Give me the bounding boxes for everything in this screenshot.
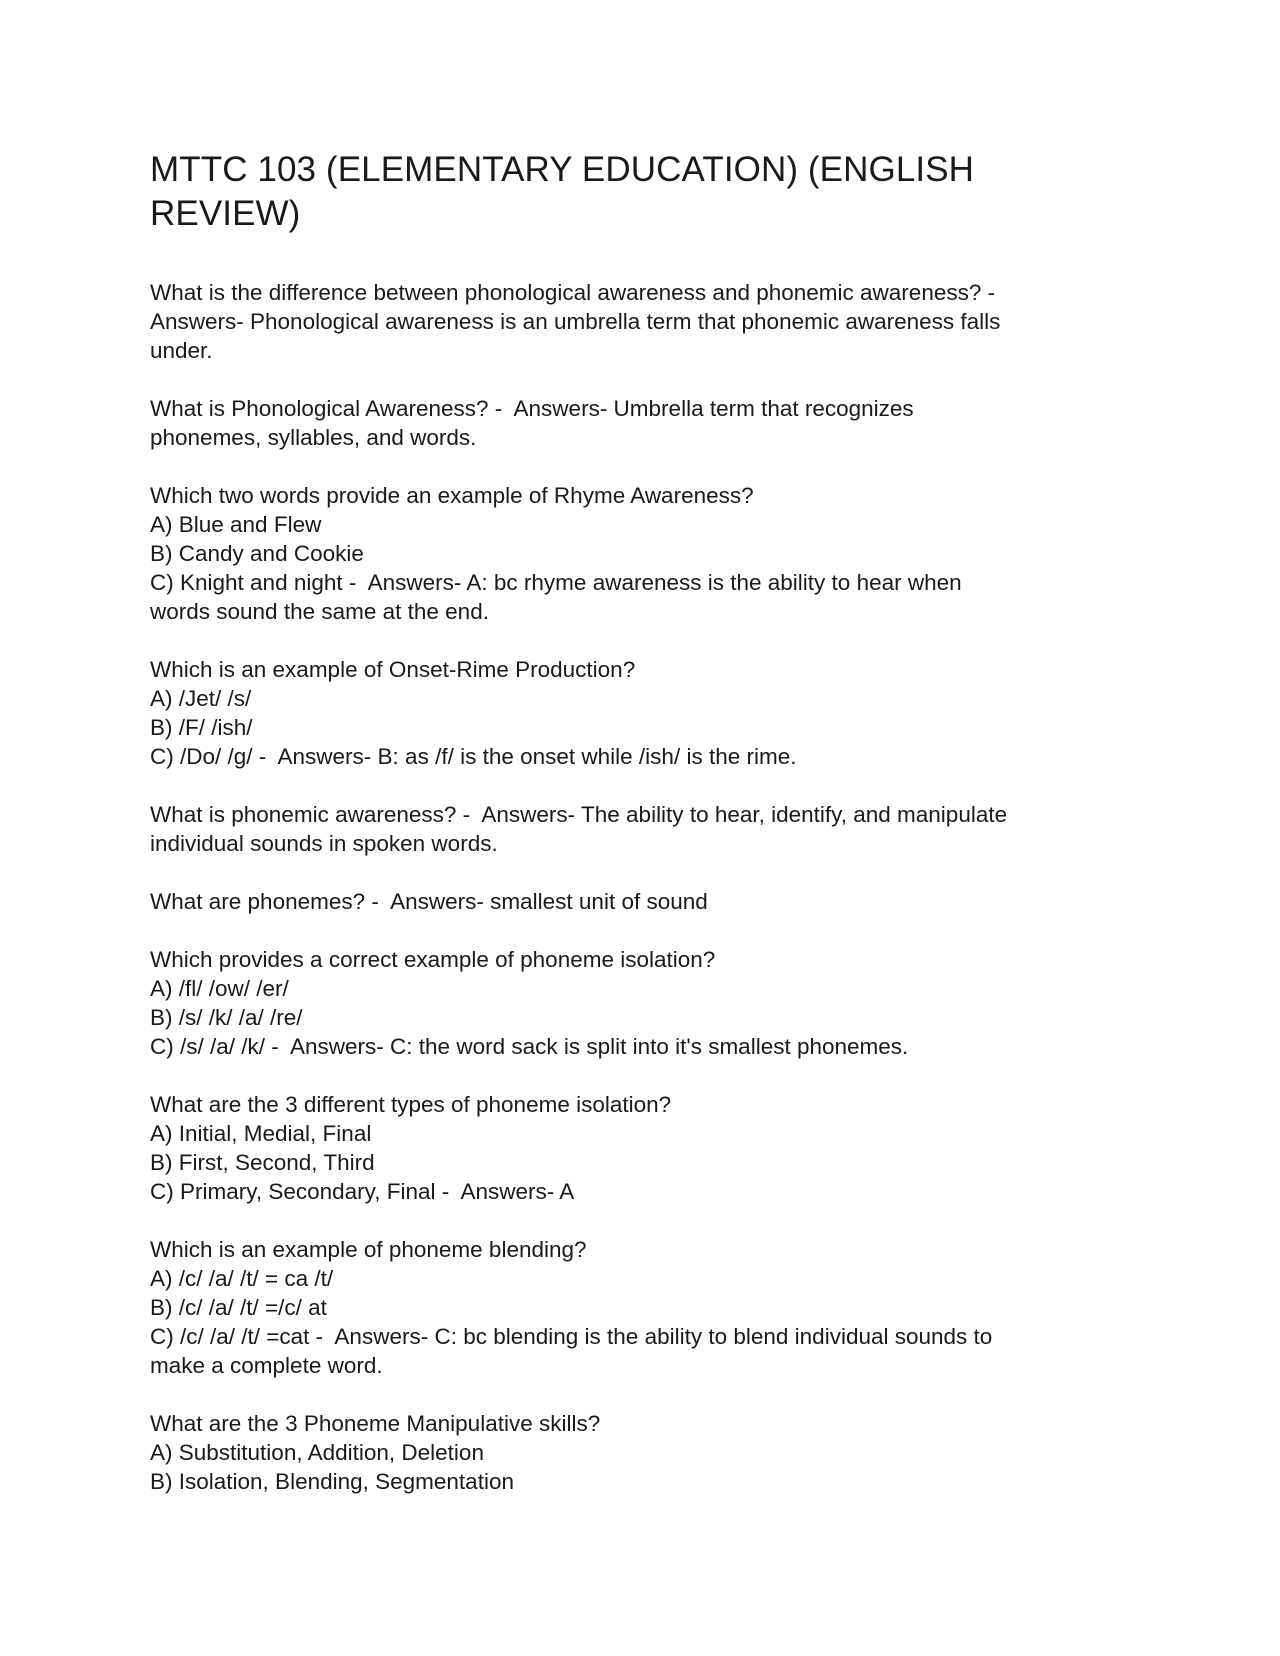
question-line: What is Phonological Awareness? - Answers- Umbrella term that recognizes bbox=[150, 396, 914, 421]
page-title bbox=[150, 148, 1130, 236]
answer-line: under. bbox=[150, 338, 213, 363]
answer-line: Answers- Phonological awareness is an umbrella term that phonemic awareness falls bbox=[150, 309, 1001, 334]
option-line: B) First, Second, Third bbox=[150, 1150, 375, 1175]
question-line: What is the difference between phonological awareness and phonemic awareness? - bbox=[150, 280, 996, 305]
question-line: What are the 3 Phoneme Manipulative skills? bbox=[150, 1411, 601, 1436]
option-line: C) /Do/ /g/ - Answers- B: as /f/ is the onset while /ish/ is the rime. bbox=[150, 744, 797, 769]
title-line: REVIEW) bbox=[150, 194, 301, 233]
qa-block-rhyme-awareness bbox=[150, 481, 1130, 626]
option-line: B) /s/ /k/ /a/ /re/ bbox=[150, 1005, 303, 1030]
option-line: B) /F/ /ish/ bbox=[150, 715, 253, 740]
option-line: A) /fl/ /ow/ /er/ bbox=[150, 976, 289, 1001]
option-line: C) /c/ /a/ /t/ =cat - Answers- C: bc blending is the ability to blend individual sounds to bbox=[150, 1324, 993, 1349]
question-line: What are phonemes? - Answers- smallest unit of sound bbox=[150, 889, 708, 914]
option-line: A) Blue and Flew bbox=[150, 512, 322, 537]
question-line: What is phonemic awareness? - Answers- The ability to hear, identify, and manipulate bbox=[150, 802, 1008, 827]
qa-block-phonological-vs-phonemic bbox=[150, 278, 1130, 365]
qa-block-phoneme-blending bbox=[150, 1235, 1130, 1380]
qa-block-phonemes bbox=[150, 887, 1130, 916]
option-line: A) Substitution, Addition, Deletion bbox=[150, 1440, 484, 1465]
answer-line: phonemes, syllables, and words. bbox=[150, 425, 477, 450]
qa-block-phonemic-awareness bbox=[150, 800, 1130, 858]
title-line: MTTC 103 (ELEMENTARY EDUCATION) (ENGLISH bbox=[150, 150, 975, 189]
option-line: B) /c/ /a/ /t/ =/c/ at bbox=[150, 1295, 327, 1320]
answer-line: make a complete word. bbox=[150, 1353, 383, 1378]
question-line: Which provides a correct example of phoneme isolation? bbox=[150, 947, 716, 972]
qa-block-phoneme-isolation-example bbox=[150, 945, 1130, 1061]
answer-line: individual sounds in spoken words. bbox=[150, 831, 498, 856]
option-line: B) Candy and Cookie bbox=[150, 541, 364, 566]
question-line: Which is an example of phoneme blending? bbox=[150, 1237, 587, 1262]
qa-block-phoneme-manipulative bbox=[150, 1409, 1130, 1496]
question-line: What are the 3 different types of phoneme isolation? bbox=[150, 1092, 672, 1117]
answer-line: words sound the same at the end. bbox=[150, 599, 489, 624]
option-line: A) /c/ /a/ /t/ = ca /t/ bbox=[150, 1266, 334, 1291]
document-page bbox=[150, 148, 1130, 1525]
qa-block-onset-rime bbox=[150, 655, 1130, 771]
qa-block-phonological-awareness bbox=[150, 394, 1130, 452]
question-line: Which two words provide an example of Rhyme Awareness? bbox=[150, 483, 754, 508]
option-line: C) Primary, Secondary, Final - Answers- A bbox=[150, 1179, 575, 1204]
option-line: C) /s/ /a/ /k/ - Answers- C: the word sack is split into it's smallest phonemes. bbox=[150, 1034, 909, 1059]
option-line: A) /Jet/ /s/ bbox=[150, 686, 252, 711]
option-line: C) Knight and night - Answers- A: bc rhyme awareness is the ability to hear when bbox=[150, 570, 962, 595]
option-line: A) Initial, Medial, Final bbox=[150, 1121, 372, 1146]
option-line: B) Isolation, Blending, Segmentation bbox=[150, 1469, 514, 1494]
question-line: Which is an example of Onset-Rime Production? bbox=[150, 657, 636, 682]
qa-block-phoneme-isolation-types bbox=[150, 1090, 1130, 1206]
